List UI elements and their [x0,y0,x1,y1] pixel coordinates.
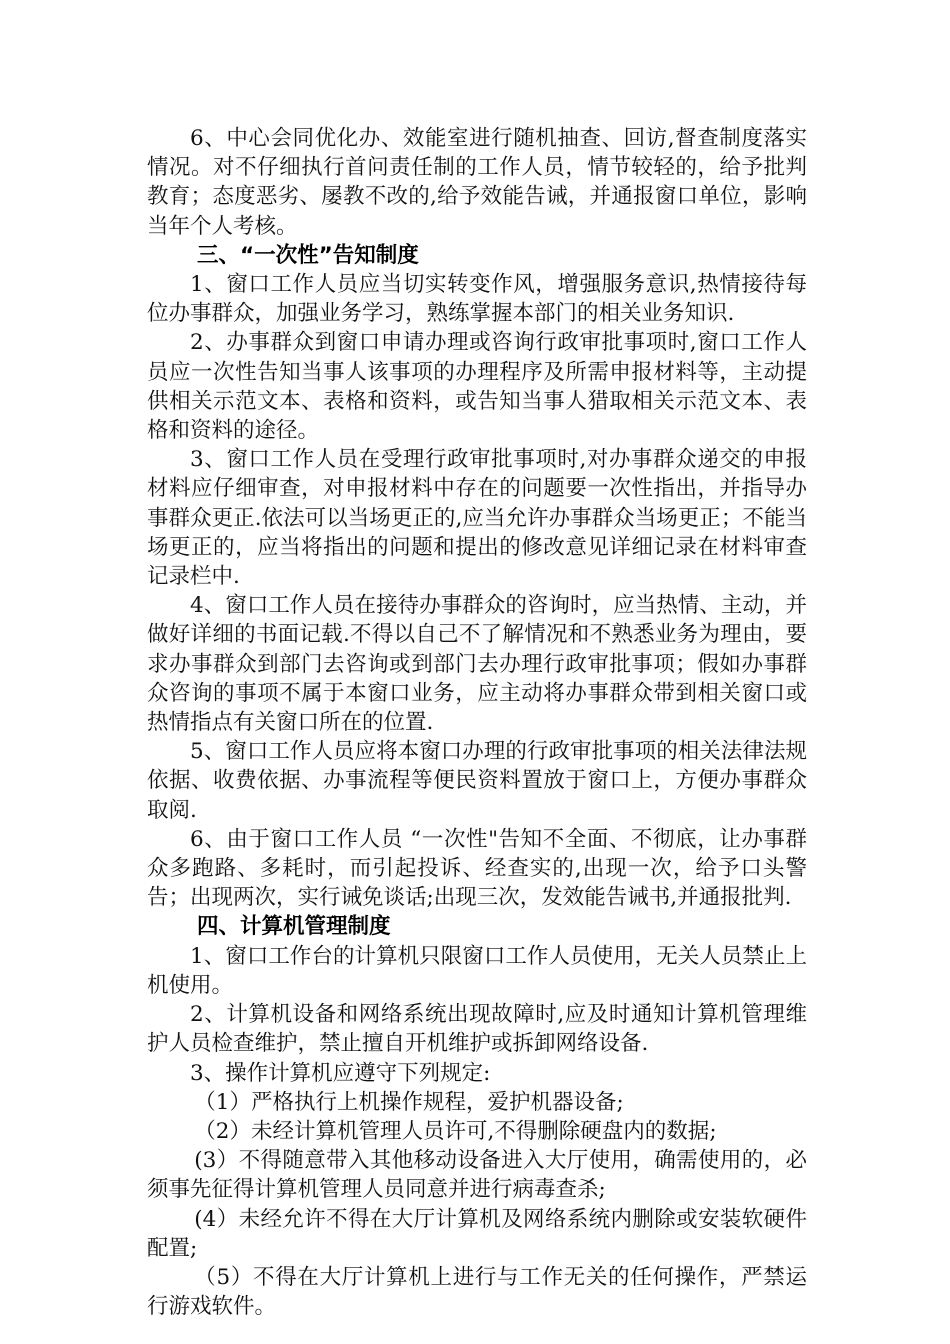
rule-item-5: （5）不得在大厅计算机上进行与工作无关的任何操作，严禁运行游戏软件。 [147,1264,807,1320]
section3-paragraph-1: 1、窗口工作人员应当切实转变作风，增强服务意识,热情接待每位办事群众，加强业务学习，熟练掌握本部门的相关业务知识. [147,272,807,327]
section3-paragraph-6: 6、由于窗口工作人员 “一次性"告知不全面、不彻底，让办事群众多跑路、多耗时，而引起投诉、经查实的,出现一次，给予口头警告；出现两次，实行诫免谈话;出现三次，发效能告诫书,并通报批判. [147,826,807,911]
rule-item-4: (4）未经允许不得在大厅计算机及网络系统内删除或安装软硬件配置; [147,1206,807,1261]
section3-paragraph-5: 5、窗口工作人员应将本窗口办理的行政审批事项的相关法律法规依据、收费依据、办事流程等便民资料置放于窗口上，方便办事群众取阅. [147,739,807,823]
document-page [147,124,807,1321]
rule-item-1: （1）严格执行上机操作规程，爱护机器设备; [194,1089,624,1115]
rule-item-2: （2）未经计算机管理人员许可,不得删除硬盘内的数据; [194,1118,717,1144]
section4-paragraph-3: 3、操作计算机应遵守下列规定: [190,1060,491,1086]
section4-paragraph-2: 2、计算机设备和网络系统出现故障时,应及时通知计算机管理维护人员检查维护，禁止擅自开机维护或拆卸网络设备. [147,1002,807,1057]
section4-paragraph-1: 1、窗口工作台的计算机只限窗口工作人员使用，无关人员禁止上机使用。 [147,943,807,998]
section3-paragraph-3: 3、窗口工作人员在受理行政审批事项时,对办事群众递交的申报材料应仔细审查，对申报材料中存在的问题要一次性指出，并指导办事群众更正.依法可以当场更正的,应当允许办事群众当场更正；不能当场更正的，应当将指出的问题和提出的修改意见详细记录在材料审查记录栏中. [147,447,807,590]
section3-paragraph-4: 4、窗口工作人员在接待办事群众的咨询时，应当热情、主动，并做好详细的书面记载.不得以自己不了解情况和不熟悉业务为理由，要求办事群众到部门去咨询或到部门去办理行政审批事项；假如办事群众咨询的事项不属于本窗口业务，应主动将办事群众带到相关窗口或热情指点有关窗口所在的位置. [147,593,807,736]
rule-item-3: (3）不得随意带入其他移动设备进入大厅使用，确需使用的，必须事先征得计算机管理人员同意并进行病毒查杀; [147,1148,807,1203]
section-heading-one-time-notification: 三、“一次性”告知制度 [197,242,419,268]
intro-paragraph: 6、中心会同优化办、效能室进行随机抽查、回访,督查制度落实情况。对不仔细执行首问责任制的工作人员，情节较轻的，给予批判教育；态度恶劣、屡教不改的,给予效能告诫，并通报窗口单位，影响当年个人考核。 [147,126,807,239]
section-heading-computer-management: 四、计算机管理制度 [197,914,391,940]
section3-paragraph-2: 2、办事群众到窗口申请办理或咨询行政审批事项时,窗口工作人员应一次性告知当事人该事项的办理程序及所需申报材料等，主动提供相关示范文本、表格和资料，或告知当事人猎取相关示范文本、表格和资料的途径。 [147,330,807,444]
